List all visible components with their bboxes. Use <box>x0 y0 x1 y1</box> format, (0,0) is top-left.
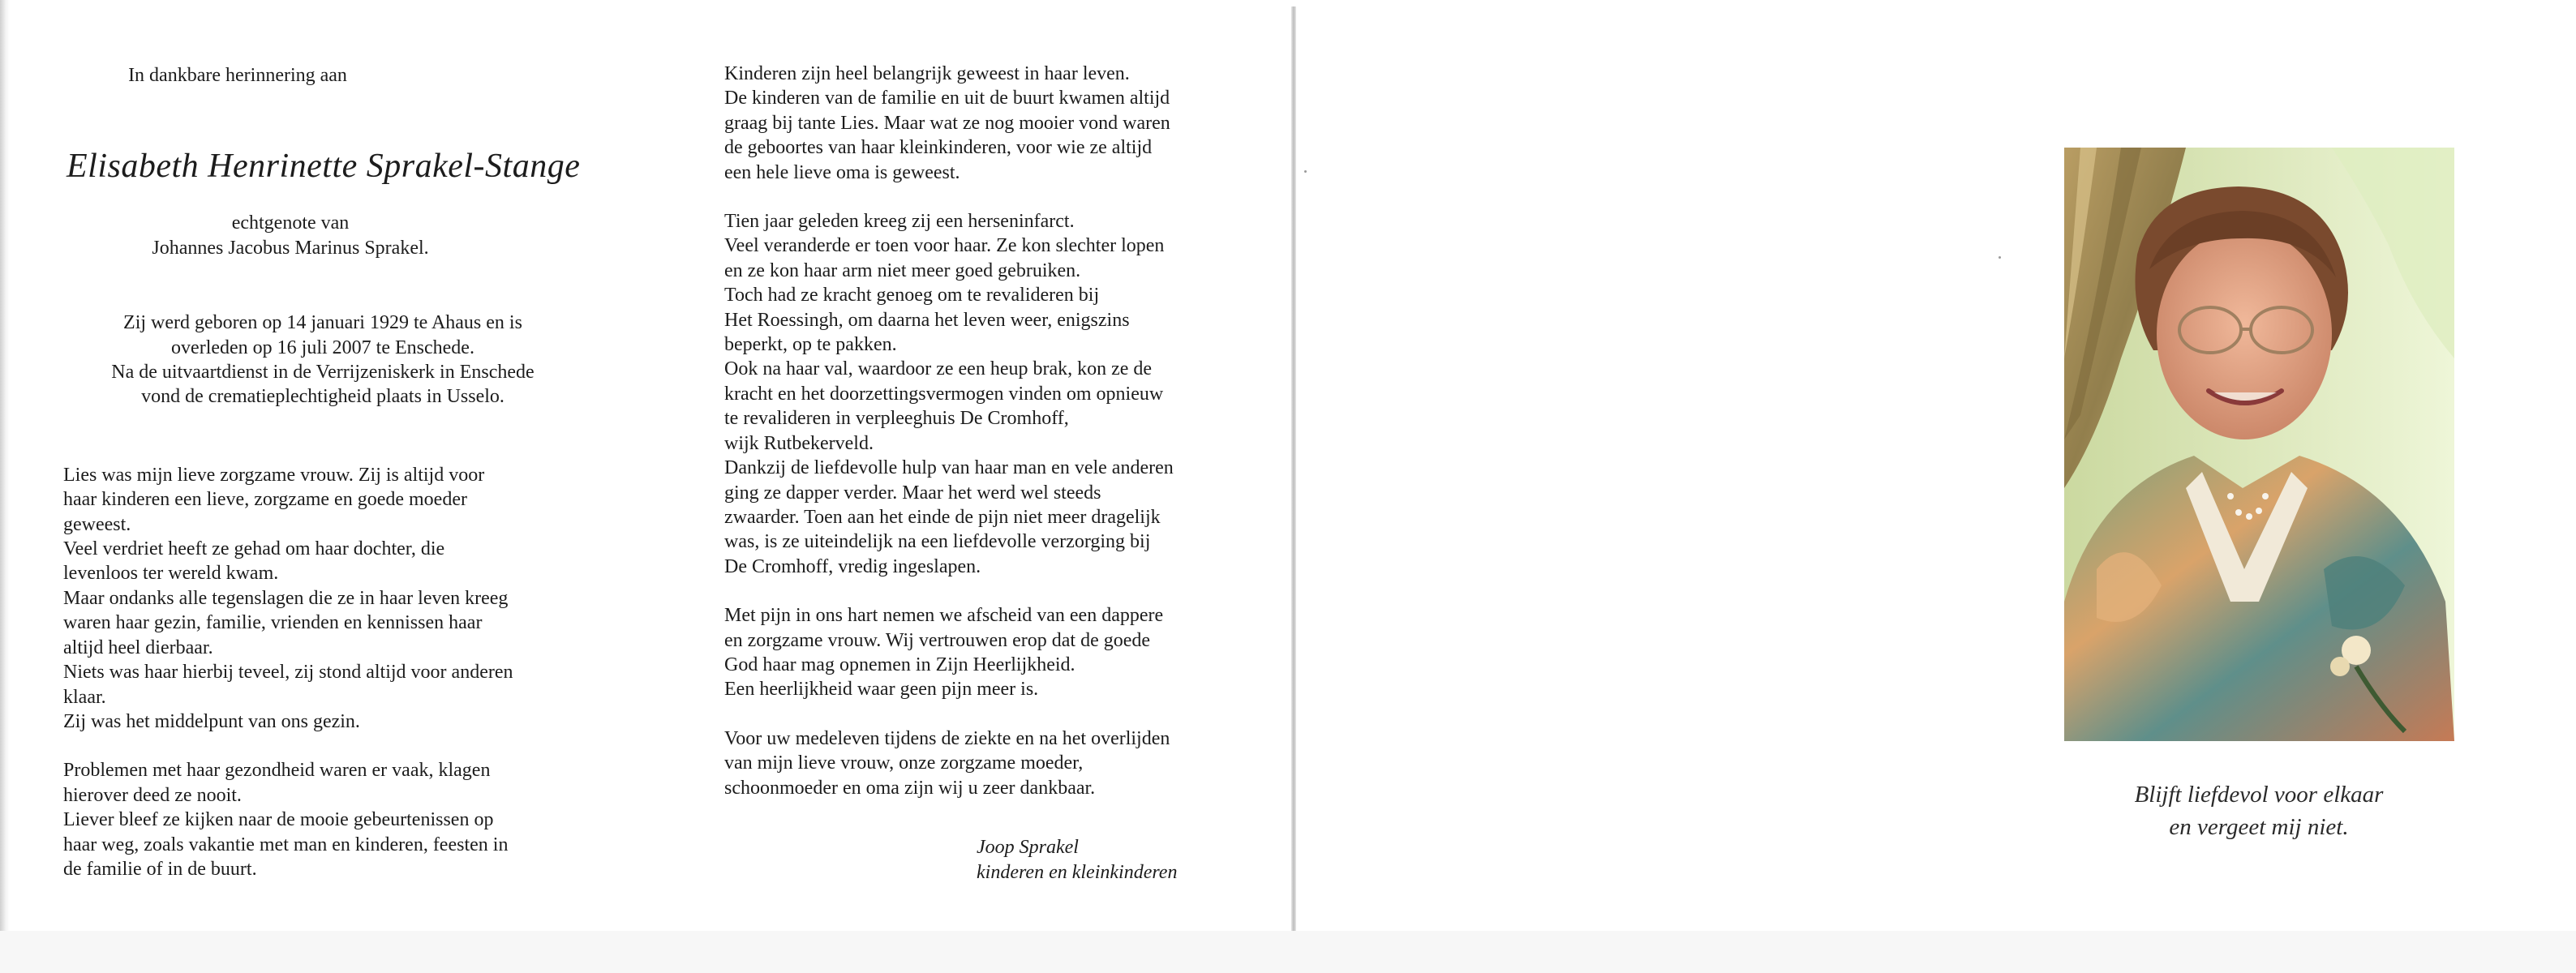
text-line: overleden op 16 juli 2007 te Enschede. <box>171 336 474 358</box>
story-paragraph <box>724 727 1243 800</box>
text-line: Maar ondanks alle tegenslagen die ze in haar leven kreeg <box>63 587 509 609</box>
scan-bottom-margin <box>0 931 2576 973</box>
intro-text: In dankbare herinnering aan <box>128 65 347 86</box>
story-paragraph <box>724 603 1243 702</box>
deceased-name: Elisabeth Henrinette Sprakel-Stange <box>67 148 581 186</box>
caption-line: Blijft liefdevol voor elkaar <box>2134 782 2384 808</box>
portrait-illustration <box>2064 148 2454 741</box>
story-paragraph <box>63 463 582 734</box>
left-text-column <box>63 63 582 881</box>
scan-speck <box>1999 256 2001 259</box>
text-line: haar weg, zoals vakantie met man en kinderen, feesten in <box>63 834 509 855</box>
text-line: Kinderen zijn heel belangrijk geweest in haar leven. <box>724 63 1130 84</box>
text-line: waren haar gezin, familie, vrienden en kennissen haar <box>63 612 483 634</box>
text-line: Ook na haar val, waardoor ze een heup brak, kon ze de <box>724 358 1153 380</box>
text-line: zwaarder. Toen aan het einde de pijn niet meer dragelijk <box>724 506 1161 528</box>
text-line: De Cromhoff, vredig ingeslapen. <box>724 555 981 577</box>
text-line: levenloos ter wereld kwam. <box>63 563 279 585</box>
card-fold <box>1291 6 1296 931</box>
text-line: Zij werd geboren op 14 januari 1929 te Ahaus en is <box>123 312 522 334</box>
story-paragraph <box>724 209 1243 579</box>
signature <box>977 835 1177 885</box>
text-line: kracht en het doorzettingsvermogen vinden om opnieuw <box>724 383 1164 405</box>
text-line: hierover deed ze nooit. <box>63 784 242 806</box>
text-line: Een heerlijkheid waar geen pijn meer is. <box>724 679 1039 701</box>
text-line: Met pijn in ons hart nemen we afscheid van een dappere <box>724 605 1164 627</box>
text-line: Veel verdriet heeft ze gehad om haar dochter, die <box>63 538 445 560</box>
text-line: de familie of in de buurt. <box>63 858 257 880</box>
memorial-caption <box>2044 778 2474 843</box>
text-line: de geboortes van haar kleinkinderen, voor wie ze altijd <box>724 137 1153 159</box>
text-line: graag bij tante Lies. Maar wat ze nog mooier vond waren <box>724 112 1170 134</box>
text-line: schoonmoeder en oma zijn wij u zeer dankbaar. <box>724 777 1096 799</box>
text-line: De kinderen van de familie en uit de buurt kwamen altijd <box>724 88 1170 109</box>
text-line: van mijn lieve vrouw, onze zorgzame moeder, <box>724 752 1084 774</box>
text-line: Tien jaar geleden kreeg zij een herseninfarct. <box>724 211 1075 233</box>
text-line: Toch had ze kracht genoeg om te revalideren bij <box>724 285 1100 306</box>
text-line: geweest. <box>63 513 131 535</box>
portrait-photo <box>2064 148 2454 741</box>
text-line: Lies was mijn lieve zorgzame vrouw. Zij is altijd voor <box>63 464 485 486</box>
text-line: vond de crematieplechtigheid plaats in Usselo. <box>141 386 504 408</box>
text-line: was, is ze uiteindelijk na een liefdevolle verzorging bij <box>724 531 1151 553</box>
text-line: en ze kon haar arm niet meer goed gebruiken. <box>724 259 1081 281</box>
text-line: wijk Rutbekerveld. <box>724 432 874 454</box>
scan-speck <box>1304 170 1307 173</box>
text-line: Liever bleef ze kijken naar de mooie gebeurtenissen op <box>63 809 494 831</box>
scan-edge <box>0 0 10 973</box>
text-line: Johannes Jacobus Marinus Sprakel. <box>152 237 429 259</box>
text-line: Na de uitvaartdienst in de Verrijzeniskerk in Enschede <box>111 362 535 384</box>
text-line: Dankzij de liefdevolle hulp van haar man en vele anderen <box>724 457 1174 479</box>
text-line: te revalideren in verpleeghuis De Cromhoff, <box>724 408 1069 430</box>
dates-block <box>63 311 582 409</box>
text-line: Voor uw medeleven tijdens de ziekte en na het overlijden <box>724 727 1170 749</box>
text-line: ging ze dapper verder. Maar het werd wel steeds <box>724 482 1101 504</box>
text-line: beperkt, op te pakken. <box>724 334 897 356</box>
text-line: Het Roessingh, om daarna het leven weer, enigszins <box>724 309 1130 331</box>
story-paragraph <box>63 758 582 881</box>
spouse-block <box>63 211 517 260</box>
text-line: Niets was haar hierbij teveel, zij stond altijd voor anderen <box>63 662 513 684</box>
caption-line: en vergeet mij niet. <box>2169 814 2349 840</box>
text-line: Problemen met haar gezondheid waren er vaak, klagen <box>63 760 491 782</box>
text-line: haar kinderen een lieve, zorgzame en goede moeder <box>63 489 467 511</box>
text-line: altijd heel dierbaar. <box>63 637 213 658</box>
text-line: echtgenote van <box>231 212 350 234</box>
text-line: Zij was het middelpunt van ons gezin. <box>63 710 360 732</box>
text-line: God haar mag opnemen in Zijn Heerlijkheid. <box>724 654 1075 675</box>
text-line: Veel veranderde er toen voor haar. Ze kon slechter lopen <box>724 235 1165 257</box>
text-line: en zorgzame vrouw. Wij vertrouwen erop dat de goede <box>724 629 1151 651</box>
signature-name: Joop Sprakel <box>977 837 1079 858</box>
middle-text-column <box>724 62 1243 800</box>
signature-family: kinderen en kleinkinderen <box>977 862 1178 883</box>
story-paragraph <box>724 62 1243 185</box>
text-line: een hele lieve oma is geweest. <box>724 161 960 183</box>
text-line: klaar. <box>63 686 106 708</box>
